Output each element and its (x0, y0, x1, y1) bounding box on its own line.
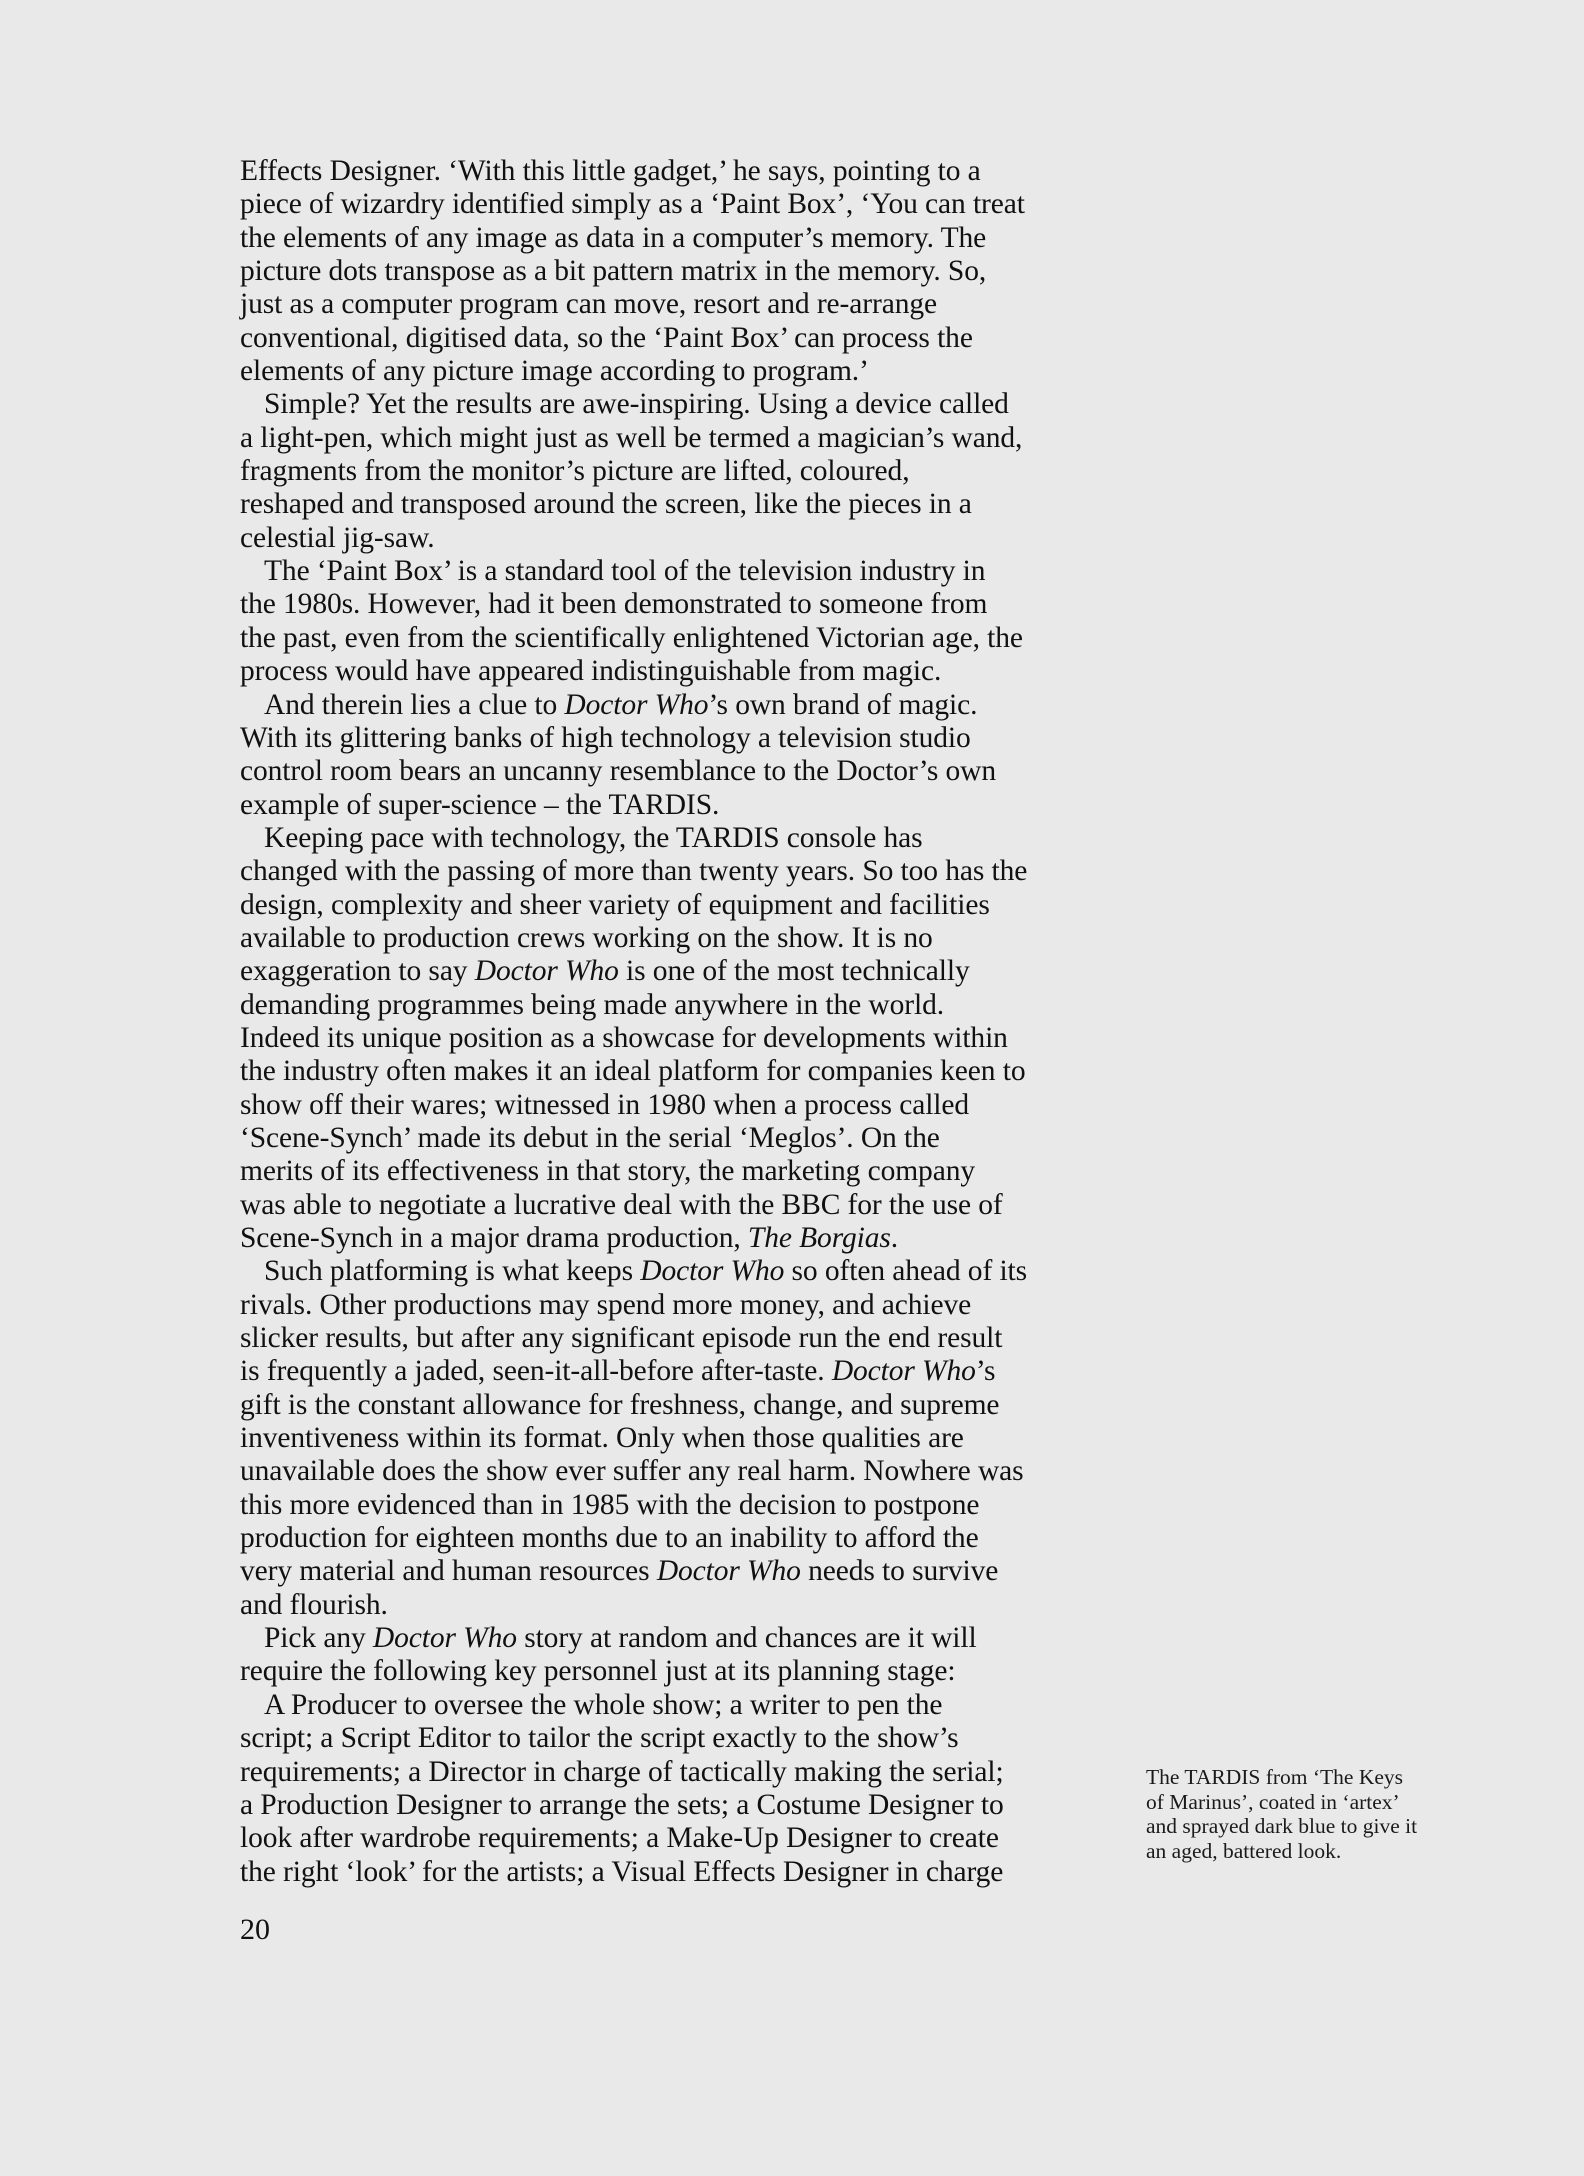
text-run: the industry often makes it an ideal platform for companies keen to (240, 1055, 1026, 1088)
italic-title: Doctor Who (372, 1622, 517, 1655)
text-run: picture dots transpose as a bit pattern matrix in the memory. So, (240, 255, 987, 288)
text-line (240, 1856, 1120, 1889)
text-line (240, 922, 1120, 955)
italic-title: The Borgias (747, 1222, 891, 1254)
text-run: process would have appeared indistinguishable from magic. (240, 655, 942, 688)
paragraph (240, 388, 1120, 555)
italic-title: Doctor Who (640, 1255, 785, 1288)
text-line (240, 1689, 1120, 1722)
text-run: Simple? Yet the results are awe-inspiring. Using a device called (264, 388, 1009, 421)
caption-line: an aged, battered look. (1146, 1838, 1342, 1863)
text-line (240, 855, 1120, 888)
text-line (240, 655, 1120, 688)
text-line (240, 1522, 1120, 1555)
text-run: the right ‘look’ for the artists; a Visual Effects Designer in charge (240, 1855, 1004, 1888)
text-run: conventional, digitised data, so the ‘Paint Box’ can process the (240, 321, 973, 354)
caption-line: and sprayed dark blue to give it (1146, 1814, 1418, 1838)
text-line (240, 1622, 1120, 1655)
text-run: story at random and chances are it will (516, 1622, 977, 1655)
text-line (240, 1756, 1120, 1789)
text-line (240, 689, 1120, 722)
text-line (240, 1422, 1120, 1455)
text-line (240, 288, 1120, 321)
text-run: rivals. Other productions may spend more money, and achieve (240, 1288, 972, 1321)
paragraph (240, 822, 1120, 1255)
text-line (240, 1389, 1120, 1422)
text-line (240, 789, 1120, 822)
text-line (240, 1155, 1120, 1188)
paragraph (240, 1622, 1120, 1689)
text-line (240, 155, 1120, 188)
text-line (240, 1555, 1120, 1588)
text-line (240, 322, 1120, 355)
text-run: And therein lies a clue to (264, 688, 565, 721)
text-line (240, 1589, 1120, 1622)
text-line (240, 889, 1120, 922)
text-run: celestial jig-saw. (240, 521, 435, 554)
text-run: is frequently a jaded, seen-it-all-before after-taste. (240, 1355, 832, 1388)
text-line (240, 388, 1120, 421)
text-run: this more evidenced than in 1985 with the decision to postpone (240, 1488, 980, 1521)
text-line (240, 455, 1120, 488)
photo-caption (1146, 1765, 1506, 1863)
caption-line: The TARDIS from ‘The Keys (1146, 1765, 1404, 1789)
text-run: slicker results, but after any significant episode run the end result (240, 1322, 1003, 1355)
text-line (240, 1455, 1120, 1488)
paragraph (240, 555, 1120, 688)
text-run: available to production crews working on the show. It is no (240, 921, 933, 954)
text-run: gift is the constant allowance for freshness, change, and supreme (240, 1388, 1000, 1421)
text-line (240, 722, 1120, 755)
text-run: . (890, 1222, 899, 1254)
paragraph (240, 155, 1120, 388)
text-line (240, 1289, 1120, 1322)
text-run: needs to survive (800, 1555, 999, 1588)
text-line (240, 622, 1120, 655)
text-run: so often ahead of its (784, 1255, 1028, 1288)
text-run: very material and human resources (240, 1555, 657, 1588)
paragraph (240, 1689, 1120, 1889)
text-line (240, 1089, 1120, 1122)
paragraph (240, 1255, 1120, 1622)
text-line (240, 588, 1120, 621)
text-run: elements of any picture image according to program.’ (240, 355, 869, 388)
text-run: show off their wares; witnessed in 1980 when a process called (240, 1088, 970, 1121)
text-line (240, 1122, 1120, 1155)
text-run: With its glittering banks of high technology a television studio (240, 721, 971, 754)
text-run: Pick any (264, 1622, 373, 1655)
text-line (240, 1355, 1120, 1388)
text-line (240, 222, 1120, 255)
text-line (240, 1222, 1120, 1255)
italic-title: Doctor Who (831, 1355, 976, 1388)
text-run: design, complexity and sheer variety of equipment and facilities (240, 888, 990, 921)
text-line (240, 1255, 1120, 1288)
text-run: control room bears an uncanny resemblance to the Doctor’s own (240, 755, 997, 788)
text-line (240, 355, 1120, 388)
text-line (240, 755, 1120, 788)
text-line (240, 1189, 1120, 1222)
text-line (240, 188, 1120, 221)
italic-title: Doctor Who (656, 1555, 801, 1588)
text-run: is one of the most technically (618, 955, 970, 988)
text-run: example of super-science – the TARDIS. (240, 788, 720, 821)
text-line (240, 422, 1120, 455)
text-line (240, 1022, 1120, 1055)
text-run: the elements of any image as data in a computer’s memory. The (240, 221, 987, 254)
text-run: merits of its effectiveness in that story, the marketing company (240, 1155, 976, 1188)
page-number: 20 (240, 1913, 270, 1946)
text-run: fragments from the monitor’s picture are lifted, coloured, (240, 455, 910, 488)
text-run: require the following key personnel just at its planning stage: (240, 1655, 956, 1688)
text-run: ‘Scene-Synch’ made its debut in the serial ‘Meglos’. On the (240, 1121, 940, 1154)
text-line (240, 1055, 1120, 1088)
text-line (240, 955, 1120, 988)
text-run: Keeping pace with technology, the TARDIS console has (264, 821, 923, 854)
text-run: reshaped and transposed around the screen, like the pieces in a (240, 488, 972, 521)
text-line (240, 1722, 1120, 1755)
text-line (240, 1789, 1120, 1822)
text-line (240, 522, 1120, 555)
text-line (240, 255, 1120, 288)
text-run: changed with the passing of more than twenty years. So too has the (240, 855, 1028, 888)
text-run: just as a computer program can move, resort and re-arrange (240, 288, 937, 321)
text-run: a Production Designer to arrange the sets; a Costume Designer to (240, 1788, 1004, 1821)
caption-line: of Marinus’, coated in ‘artex’ (1146, 1789, 1400, 1814)
text-run: ’s (975, 1355, 996, 1388)
text-run: Such platforming is what keeps (264, 1255, 641, 1288)
text-run: look after wardrobe requirements; a Make-Up Designer to create (240, 1822, 999, 1855)
text-run: production for eighteen months due to an inability to afford the (240, 1522, 979, 1555)
text-run: the 1980s. However, had it been demonstrated to someone from (240, 588, 988, 621)
text-run: piece of wizardry identified simply as a ‘Paint Box’, ‘You can treat (240, 188, 1025, 221)
text-run: was able to negotiate a lucrative deal with the BBC for the use of (240, 1188, 1003, 1221)
italic-title: Doctor Who (474, 955, 619, 988)
text-run: the past, even from the scientifically enlightened Victorian age, the (240, 621, 1023, 654)
text-line (240, 1655, 1120, 1688)
text-run: demanding programmes being made anywhere in the world. (240, 988, 945, 1021)
text-run: ’s own brand of magic. (708, 688, 978, 721)
italic-title: Doctor Who (564, 688, 709, 721)
text-line (240, 1322, 1120, 1355)
text-run: requirements; a Director in charge of tactically making the serial; (240, 1755, 1004, 1788)
body-text (240, 155, 1120, 1889)
text-line (240, 555, 1120, 588)
text-run: unavailable does the show ever suffer any real harm. Nowhere was (240, 1455, 1024, 1488)
text-run: A Producer to oversee the whole show; a writer to pen the (264, 1688, 943, 1721)
text-run: a light-pen, which might just as well be termed a magician’s wand, (240, 421, 1023, 454)
text-run: and flourish. (240, 1588, 388, 1621)
text-line (240, 989, 1120, 1022)
text-run: The ‘Paint Box’ is a standard tool of the television industry in (264, 555, 986, 588)
paragraph (240, 689, 1120, 822)
text-run: Effects Designer. ‘With this little gadget,’ he says, pointing to a (240, 155, 981, 187)
text-run: script; a Script Editor to tailor the script exactly to the show’s (240, 1722, 959, 1755)
text-line (240, 822, 1120, 855)
text-run: Indeed its unique position as a showcase for developments within (240, 1021, 1008, 1054)
text-run: inventiveness within its format. Only when those qualities are (240, 1422, 964, 1455)
text-line (240, 1489, 1120, 1522)
text-run: Scene-Synch in a major drama production, (240, 1222, 748, 1254)
text-line (240, 488, 1120, 521)
text-line (240, 1822, 1120, 1855)
text-run: exaggeration to say (240, 955, 475, 988)
